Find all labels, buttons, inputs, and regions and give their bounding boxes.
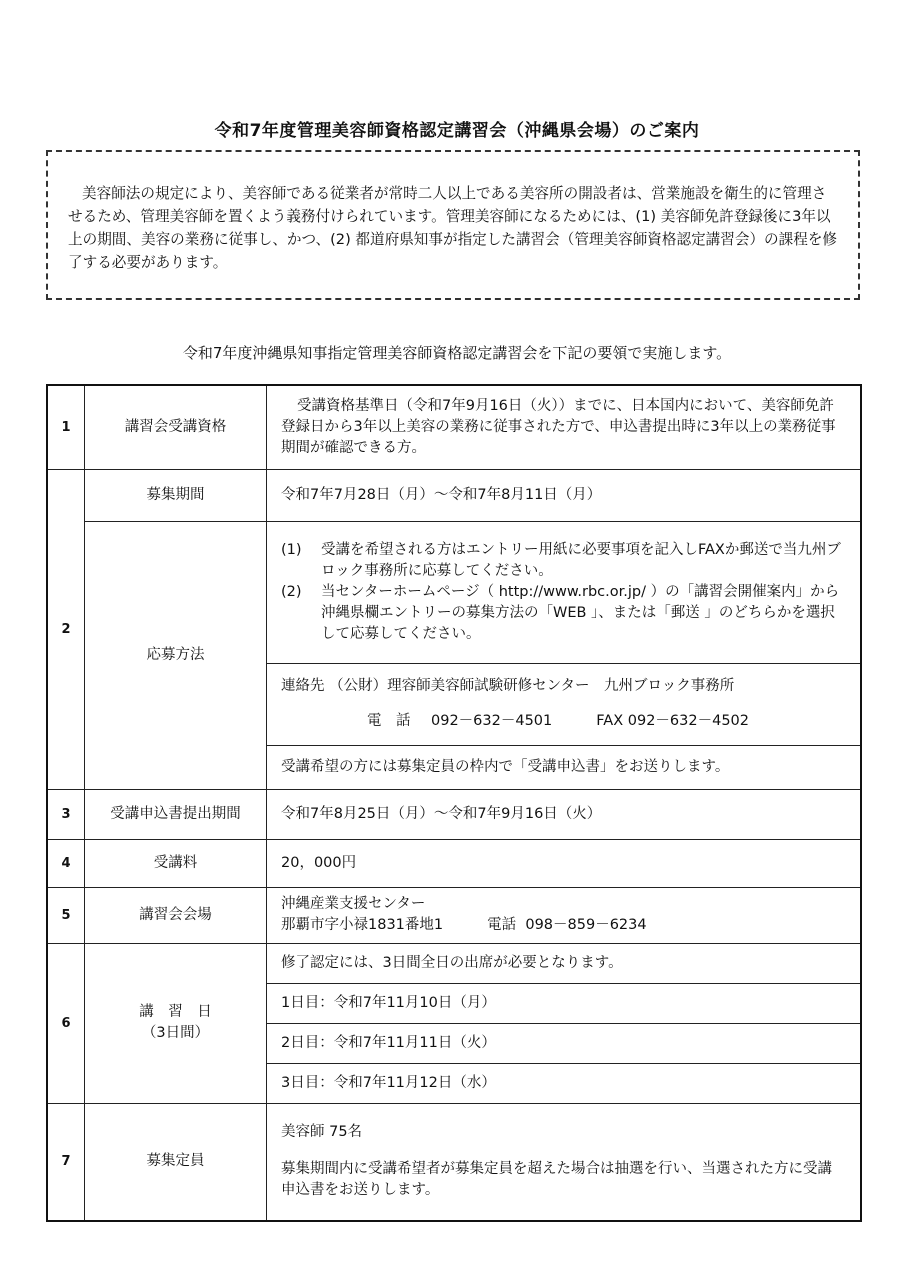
fax-label: FAX (596, 713, 624, 729)
schedule-day-2: 2日目：令和7年11月11日（火） (267, 1023, 862, 1063)
row-label: 応募方法 (85, 521, 267, 789)
table-row (47, 469, 861, 521)
application-methods (267, 521, 862, 663)
venue-tel: 098－859－6234 (525, 917, 647, 933)
schedule-note: 修了認定には、3日間全日の出席が必要となります。 (267, 943, 862, 983)
page-title: 令和7年度管理美容師資格認定講習会（沖縄県会場）のご案内 (214, 121, 700, 141)
lead-text: 令和7年度沖縄県知事指定管理美容師資格認定講習会を下記の要領で実施します。 (182, 344, 732, 362)
venue-name: 沖縄産業支援センター (281, 896, 426, 912)
row-number: 2 (47, 469, 85, 789)
table-row (47, 1103, 861, 1221)
list-number: (1) (281, 541, 302, 558)
contact-numbers (281, 711, 846, 732)
fee-value: 20，000円 (267, 839, 862, 887)
table-row (47, 789, 861, 839)
table-row (47, 521, 861, 663)
venue-address: 那覇市字小禄1831番地1 (281, 917, 444, 933)
tel-number: 092－632－4501 (431, 713, 553, 729)
method-1-text: 受講を希望される方はエントリー用紙に必要事項を記入しFAXか郵送で当九州ブロック事務所に応募してください。 (321, 541, 841, 579)
list-item (281, 582, 846, 645)
fax-number: 092－632－4502 (627, 713, 750, 729)
row-label (85, 943, 267, 1103)
table-row (47, 943, 861, 983)
list-number: (2) (281, 583, 302, 600)
row-label: 募集期間 (85, 469, 267, 521)
method-2-text: 当センターホームページ（ http://www.rbc.or.jp/ ）の「講習会開催案内」から沖縄県欄エントリーの募集方法の「WEB 」、または「郵送 」のどちらかを選択して応募してください。 (321, 583, 840, 642)
info-table (46, 384, 862, 1222)
row-label: 受講料 (85, 839, 267, 887)
schedule-day-3: 3日目：令和7年11月12日（水） (267, 1063, 862, 1103)
notice-text: 美容師法の規定により、美容師である従業者が常時二人以上である美容所の開設者は、営業施設を衛生的に管理させるため、管理美容師を置くよう義務付けられています。管理美容師になるためには、(1) 美容師免許登録後に3年以上の期間、美容の業務に従事し、かつ、(2) 都道府県知事が指定した講習会（管理美容師資格認定講習会）の課程を修了する必要があります。 (68, 185, 838, 271)
venue-address-line (281, 915, 846, 936)
notice-box (46, 150, 860, 300)
row-label: 募集定員 (85, 1103, 267, 1221)
schedule-label: 講 習 日 (139, 1004, 212, 1020)
application-note: 受講希望の方には募集定員の枠内で「受講申込書」をお送りします。 (267, 745, 862, 789)
table-row (47, 887, 861, 943)
capacity-cell (267, 1103, 862, 1221)
schedule-day-1: 1日目：令和7年11月10日（月） (267, 983, 862, 1023)
row-label: 講習会会場 (85, 887, 267, 943)
row-number: 1 (47, 385, 85, 469)
capacity-value: 美容師 75名 (281, 1124, 363, 1141)
row-number: 7 (47, 1103, 85, 1221)
row-number: 3 (47, 789, 85, 839)
capacity-note: 募集期間内に受講希望者が募集定員を超えた場合は抽選を行い、当選された方に受講申込書をお送りします。 (281, 1161, 832, 1199)
qualification-text: 受講資格基準日（令和7年9月16日（火））までに、日本国内において、美容師免許登録日から3年以上美容の業務に従事された方で、申込書提出時に3年以上の業務従事期間が確認できる方。 (267, 385, 862, 469)
row-label: 講習会受講資格 (85, 385, 267, 469)
table-row (47, 839, 861, 887)
row-label: 受講申込書提出期間 (85, 789, 267, 839)
tel-label: 電 話 (367, 713, 411, 729)
row-number: 6 (47, 943, 85, 1103)
schedule-sublabel: （3日間） (141, 1025, 210, 1041)
contact-cell (267, 663, 862, 745)
list-item (281, 540, 846, 582)
table-row (47, 385, 861, 469)
venue-cell (267, 887, 862, 943)
submission-period: 令和7年8月25日（月）～令和7年9月16日（火） (267, 789, 862, 839)
contact-name: 連絡先 （公財）理容師美容師試験研修センター 九州ブロック事務所 (281, 678, 735, 694)
venue-tel-label: 電話 (487, 917, 517, 933)
row-number: 4 (47, 839, 85, 887)
row-number: 5 (47, 887, 85, 943)
recruitment-period: 令和7年7月28日（月）～令和7年8月11日（月） (267, 469, 862, 521)
